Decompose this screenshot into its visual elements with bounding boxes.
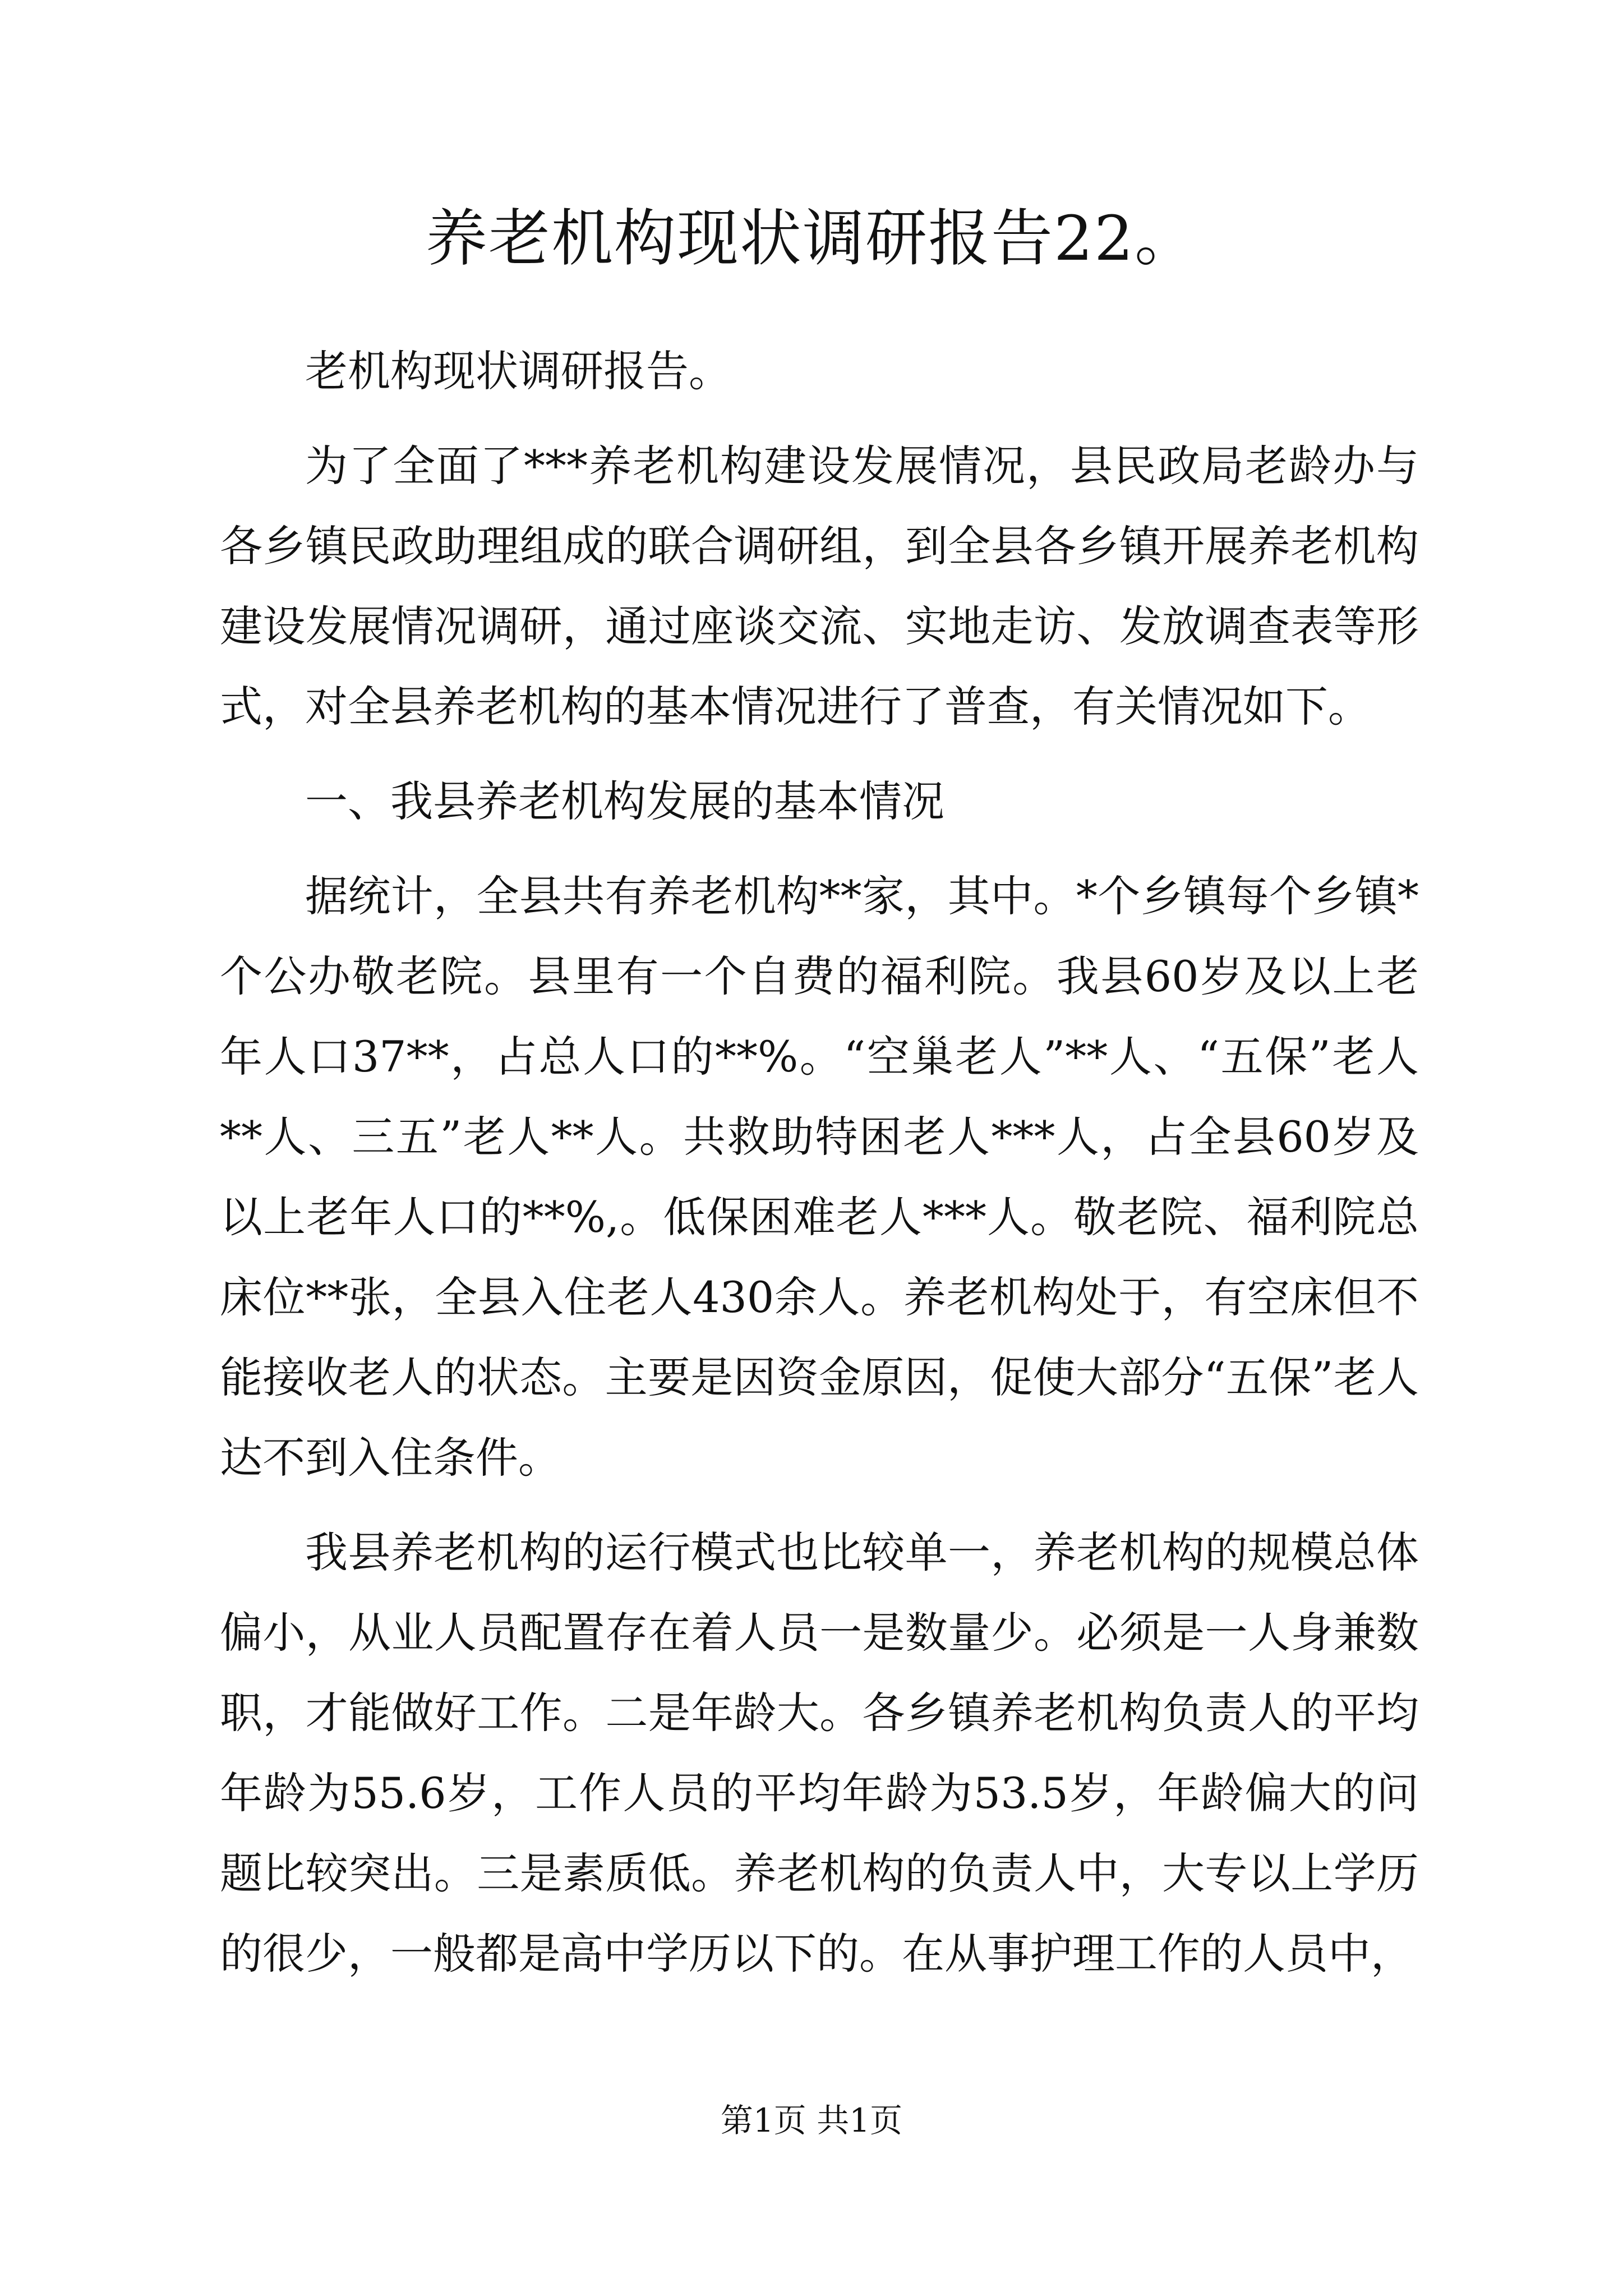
paragraph-operation-mode: 我县养老机构的运行模式也比较单一，养老机构的规模总体偏小，从业人员配置存在着人员一是数量少。必须是一人身兼数职，才能做好工作。二是年龄大。各乡镇养老机构负责人的平均年龄为55.6岁，工作人员的平均年龄为53.5岁，年龄偏大的问题比较突出。三是素质低。养老机构的负责人中，大专以上学历的很少，一般都是高中学历以下的。在从事护理工作的人员中， <box>220 1527 1419 1978</box>
page-footer: 第1页 共1页 <box>720 2101 903 2139</box>
document-body <box>220 331 1419 1994</box>
paragraph-statistics: 据统计，全县共有养老机构**家，其中。*个乡镇每个乡镇*个公办敬老院。县里有一个自费的福利院。我县60岁及以上老年人口37**，占总人口的**%。“空巢老人”**人、“五保”老人**人、三五”老人**人。共救助特困老人***人，占全县60岁及以上老年人口的**%,。低保困难老人***人。敬老院、福利院总床位**张，全县入住老人430余人。养老机构处于，有空床但不能接收老人的状态。主要是因资金原因，促使大部分“五保”老人达不到入住条件。 <box>220 871 1419 1483</box>
paragraph-gap <box>220 411 1419 426</box>
document-title: 养老机构现状调研报告22。 <box>426 203 1197 274</box>
paragraph-gap <box>220 747 1419 761</box>
paragraph-gap <box>220 1498 1419 1512</box>
section-heading: 一、我县养老机构发展的基本情况 <box>305 776 944 826</box>
paragraph-subtitle: 老机构现状调研报告。 <box>305 346 731 396</box>
paragraph-intro: 为了全面了***养老机构建设发展情况，县民政局老龄办与各乡镇民政助理组成的联合调研组，到全县各乡镇开展养老机构建设发展情况调研，通过座谈交流、实地走访、发放调查表等形式，对全县养老机构的基本情况进行了普查，有关情况如下。 <box>220 441 1419 731</box>
paragraph-gap <box>220 841 1419 856</box>
